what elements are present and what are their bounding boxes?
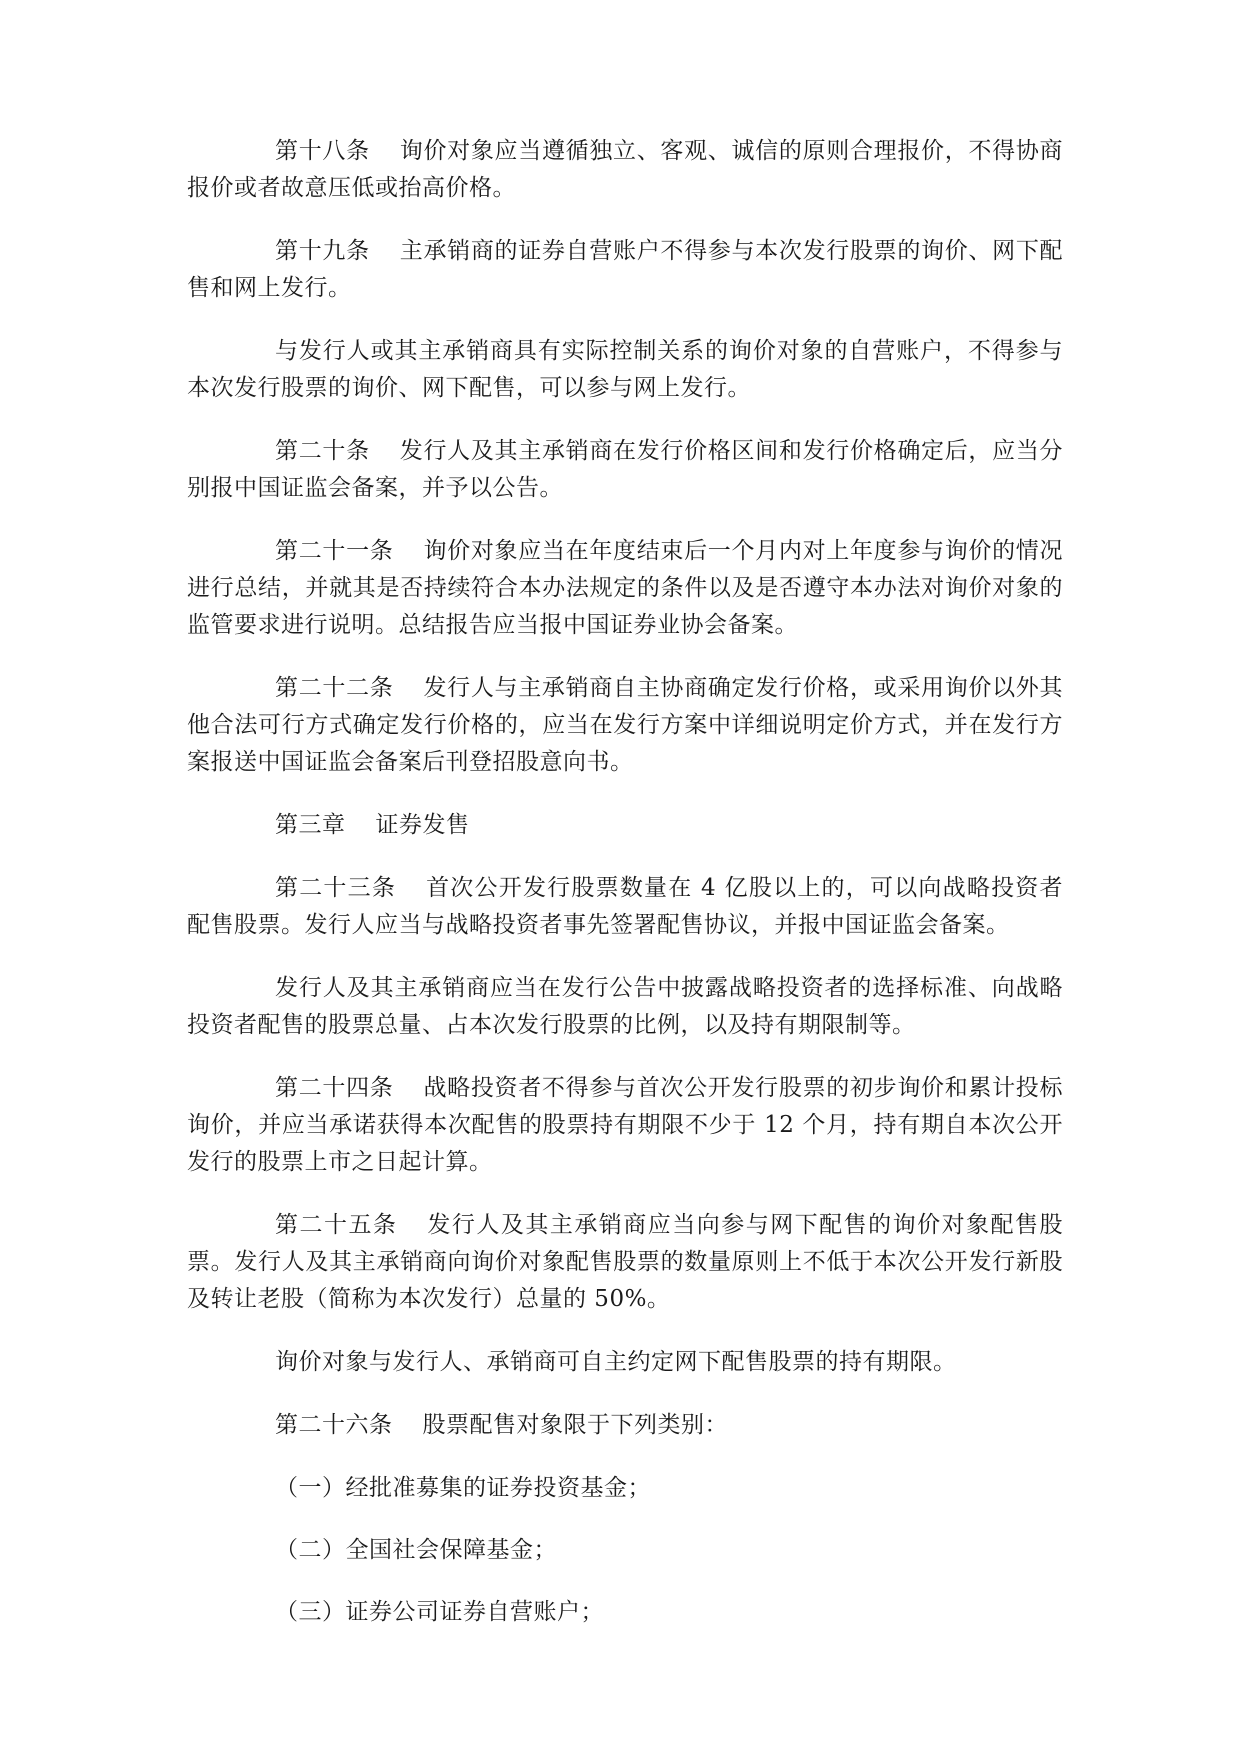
list-item: （二）全国社会保障基金；: [275, 1537, 557, 1563]
article-text: 发行人及其主承销商应当向参与网下配售的询价对象配售股票。发行人及其主承销商向询价对象配售股票的数量原则上不低于本次公开发行新股及转让老股（简称为本次发行）总量的 50%。: [187, 1212, 1064, 1312]
article-number: 第二十一条: [275, 538, 394, 564]
paragraph-article-22: [187, 670, 1063, 781]
article-number: 第二十三条: [275, 875, 397, 901]
paragraph-article-24: [187, 1070, 1063, 1181]
article-text: 询价对象应当遵循独立、客观、诚信的原则合理报价，不得协商报价或者故意压低或抬高价格。: [187, 138, 1064, 201]
article-number: 第二十条: [275, 438, 370, 464]
article-number: 第十八条: [275, 138, 370, 164]
article-text: 发行人及其主承销商在发行价格区间和发行价格确定后，应当分别报中国证监会备案，并予以公告。: [187, 438, 1064, 501]
article-number: 第二十二条: [275, 675, 394, 701]
paragraph-article-20: [187, 433, 1063, 507]
article-text: 股票配售对象限于下列类别：: [422, 1412, 728, 1438]
paragraph-article-21: [187, 533, 1063, 644]
document-page: [187, 133, 1063, 1656]
chapter-title: 证券发售: [375, 812, 470, 838]
chapter-heading: [187, 807, 1063, 844]
paragraph-article-25-continued: [187, 1344, 1063, 1381]
article-text: 主承销商的证券自营账户不得参与本次发行股票的询价、网下配售和网上发行。: [187, 238, 1064, 301]
article-number: 第二十六条: [275, 1412, 393, 1438]
paragraph-article-23: [187, 870, 1063, 944]
article-text: 与发行人或其主承销商具有实际控制关系的询价对象的自营账户，不得参与本次发行股票的询价、网下配售，可以参与网上发行。: [187, 338, 1063, 401]
paragraph-article-19: [187, 233, 1063, 307]
article-text: 询价对象与发行人、承销商可自主约定网下配售股票的持有期限。: [275, 1349, 957, 1375]
article-text: 发行人与主承销商自主协商确定发行价格，或采用询价以外其他合法可行方式确定发行价格的，应当在发行方案中详细说明定价方式，并在发行方案报送中国证监会备案后刊登招股意向书。: [187, 675, 1064, 775]
article-text: 发行人及其主承销商应当在发行公告中披露战略投资者的选择标准、向战略投资者配售的股票总量、占本次发行股票的比例，以及持有期限制等。: [187, 975, 1063, 1038]
article-number: 第二十四条: [275, 1075, 394, 1101]
list-item: （三）证券公司证券自营账户；: [275, 1599, 604, 1625]
article-number: 第二十五条: [275, 1212, 398, 1238]
paragraph-article-19-continued: [187, 333, 1063, 407]
paragraph-article-26: [187, 1407, 1063, 1444]
article-text: 询价对象应当在年度结束后一个月内对上年度参与询价的情况进行总结，并就其是否持续符合本办法规定的条件以及是否遵守本办法对询价对象的监管要求进行说明。总结报告应当报中国证券业协会备案。: [187, 538, 1064, 638]
paragraph-article-18: [187, 133, 1063, 207]
chapter-number: 第三章: [275, 812, 346, 838]
article-number: 第十九条: [275, 238, 370, 264]
article-text: 首次公开发行股票数量在 4 亿股以上的，可以向战略投资者配售股票。发行人应当与战略投资者事先签署配售协议，并报中国证监会备案。: [187, 875, 1063, 938]
paragraph-article-23-continued: [187, 970, 1063, 1044]
paragraph-article-25: [187, 1207, 1063, 1318]
article-text: 战略投资者不得参与首次公开发行股票的初步询价和累计投标询价，并应当承诺获得本次配售的股票持有期限不少于 12 个月，持有期自本次公开发行的股票上市之日起计算。: [187, 1075, 1064, 1175]
list-item: （一）经批准募集的证券投资基金；: [275, 1475, 651, 1501]
